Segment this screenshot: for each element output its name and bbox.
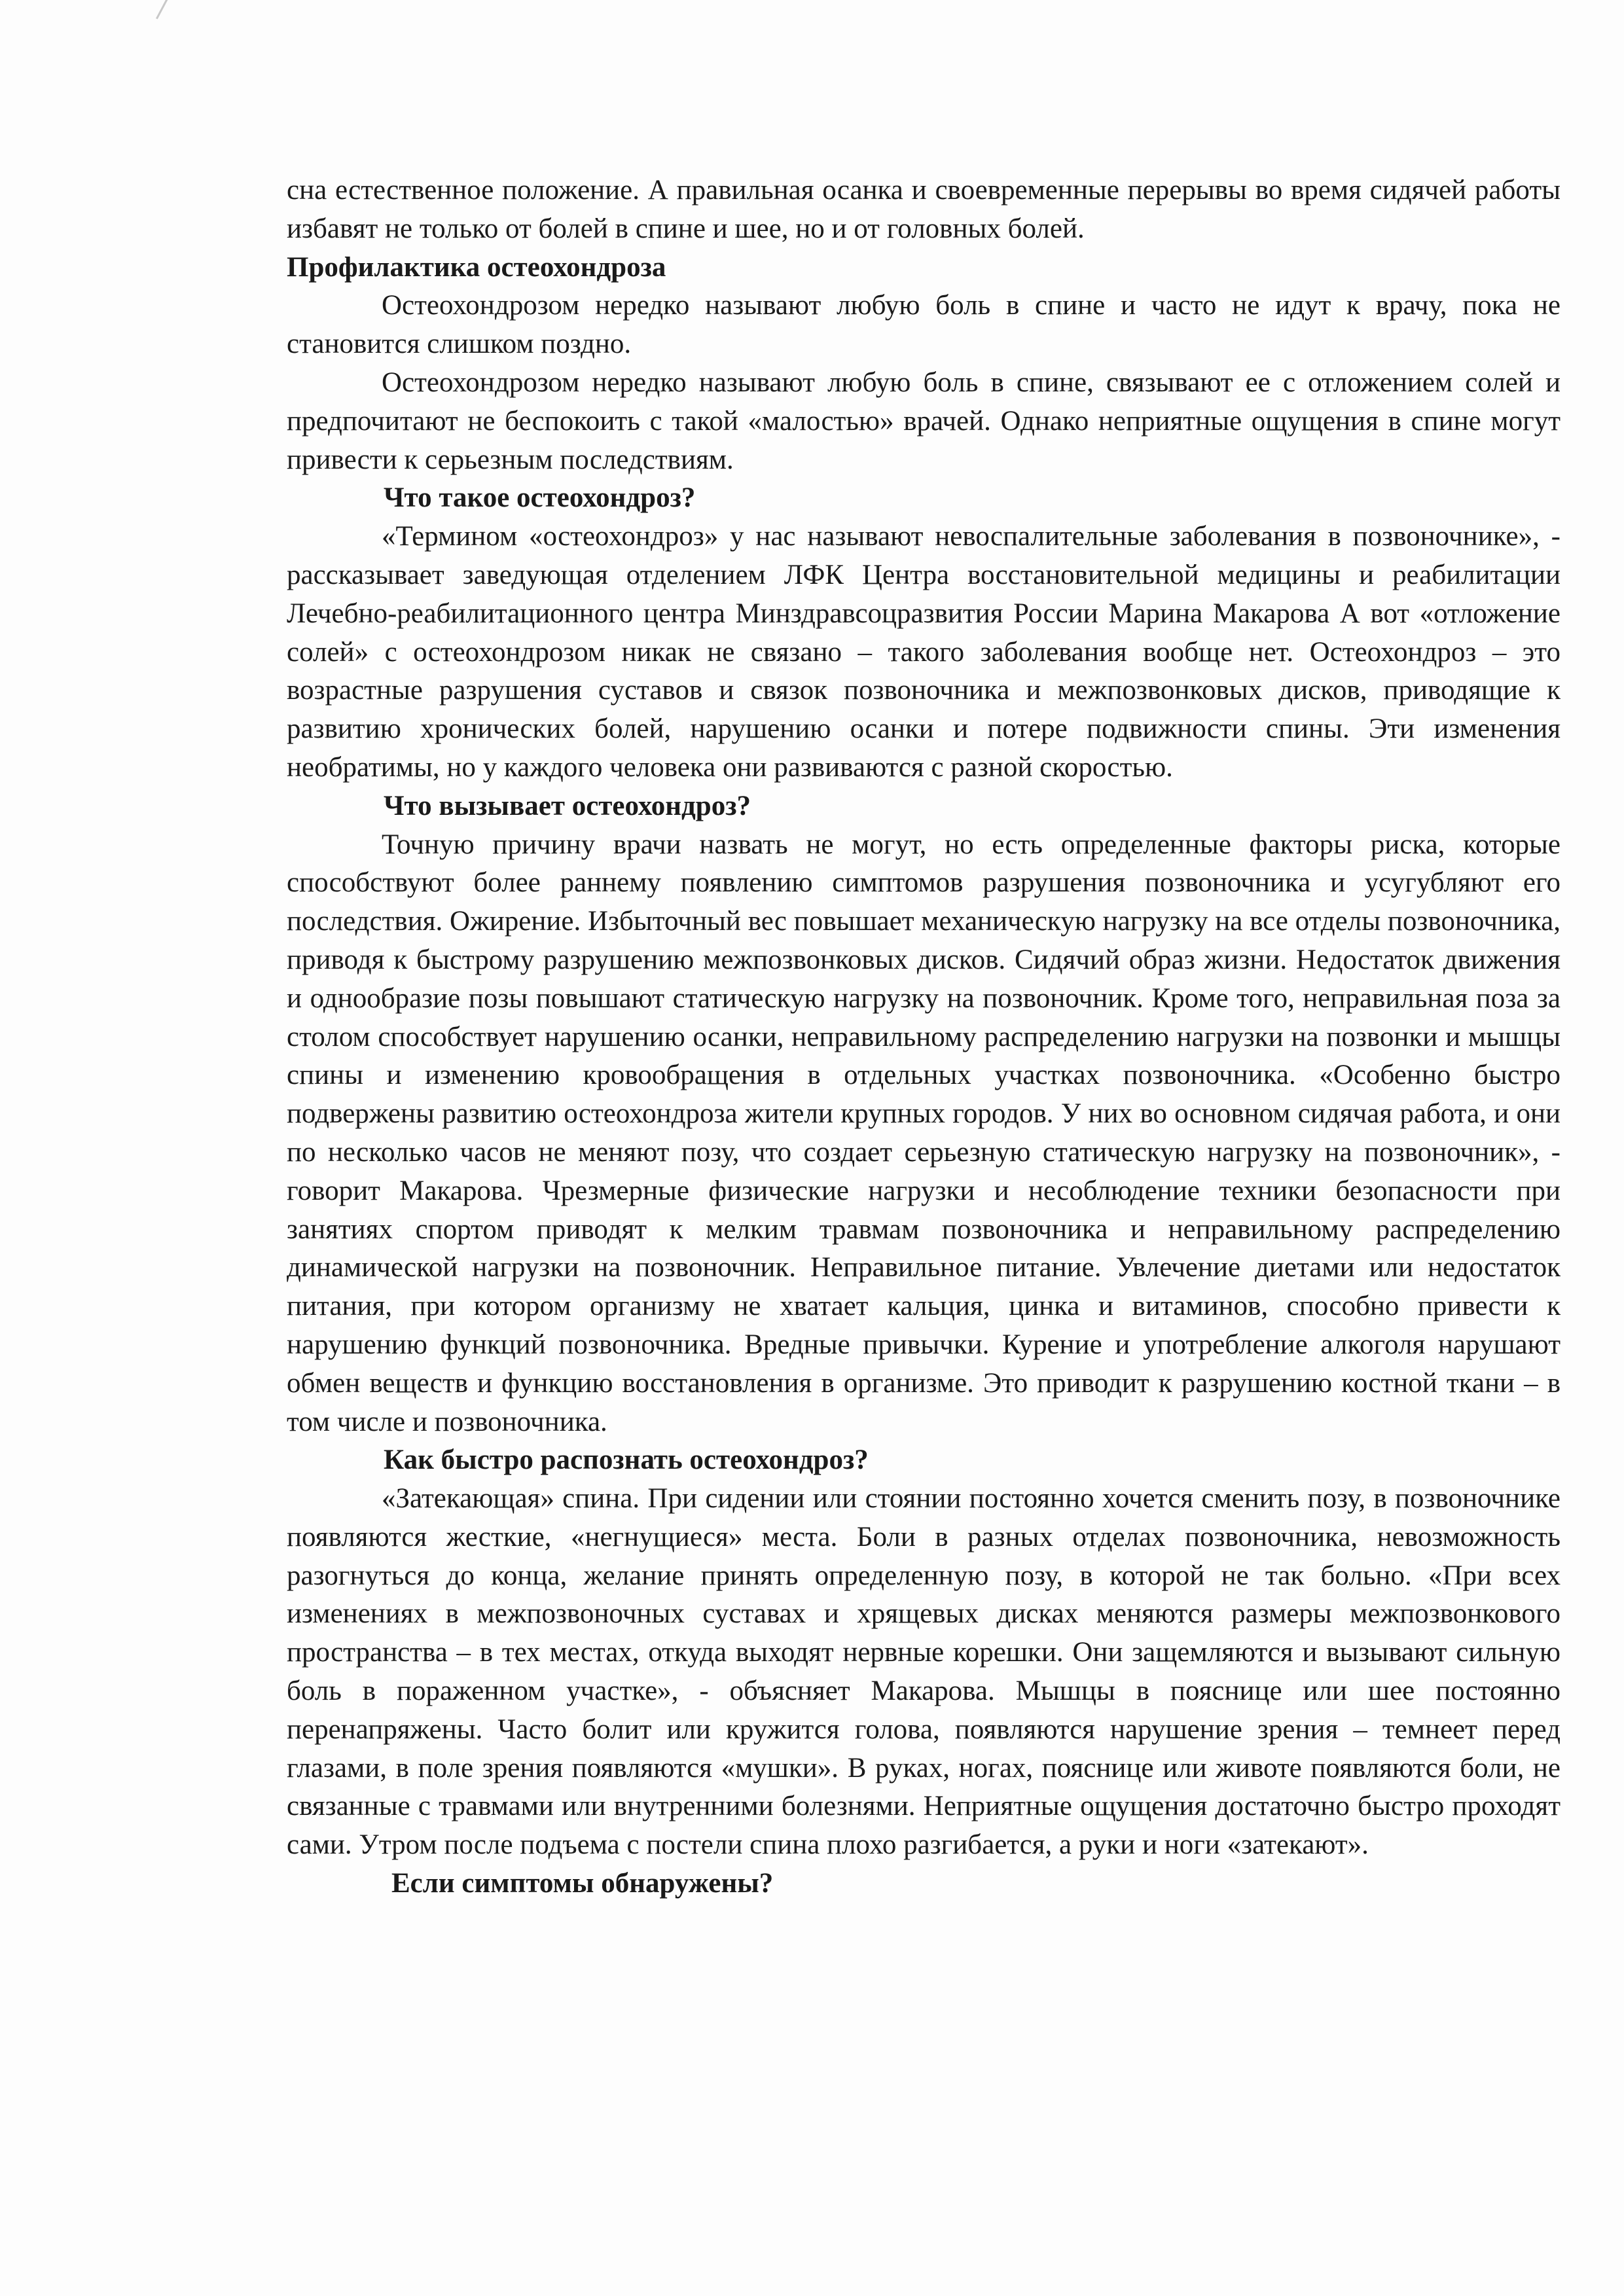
section-heading: Профилактика остеохондроза	[287, 251, 666, 283]
subheading-what-is: Что такое остеохондроз?	[384, 482, 696, 514]
subheading-recognize: Как быстро распознать остеохондроз?	[384, 1444, 869, 1476]
paragraph: Остеохондрозом нередко называют любую боль в спине, связывают ее с отложением солей и предпочитают не беспокоить с такой «малостью» врачей. Однако неприятные ощущения в спине могут привести к серьезным последствиям.	[287, 367, 1561, 475]
subheading-causes: Что вызывает остеохондроз?	[384, 790, 751, 821]
paragraph: «Затекающая» спина. При сидении или стоянии постоянно хочется сменить позу, в позвоночнике появляются жесткие, «негнущиеся» места. Боли в разных отделах позвоночника, невозможность разогнуться до конца, желание принять определенную позу, в которой не так больно. «При всех изменениях в межпозвоночных суставах и хрящевых дисках меняются размеры межпозвонкового пространства – в тех местах, откуда выходят нервные корешки. Они защемляются и вызывают сильную боль в пораженном участке», - объясняет Макарова. Мышцы в пояснице или шее постоянно перенапряжены. Часто болит или кружится голова, появляются нарушение зрения – темнеет перед глазами, в поле зрения появляются «мушки». В руках, ногах, пояснице или животе появляются боли, не связанные с травмами или внутренними болезнями. Неприятные ощущения достаточно быстро проходят сами. Утром после подъема с постели спина плохо разгибается, а руки и ноги «затекают».	[287, 1483, 1561, 1861]
subheading-symptoms-found: Если симптомы обнаружены?	[391, 1868, 774, 1899]
continuation-paragraph: сна естественное положение. А правильная осанка и своевременные перерывы во время сидячей работы избавят не только от болей в спине и шее, но и от головных болей.	[287, 175, 1561, 244]
document-body	[287, 171, 1561, 1903]
paragraph: Остеохондрозом нередко называют любую боль в спине и часто не идут к врачу, пока не становится слишком поздно.	[287, 290, 1561, 360]
paragraph: Точную причину врачи назвать не могут, но есть определенные факторы риска, которые способствуют более раннему появлению симптомов разрушения позвоночника и усугубляют его последствия. Ожирение. Избыточный вес повышает механическую нагрузку на все отделы позвоночника, приводя к быстрому разрушению межпозвонковых дисков. Сидячий образ жизни. Недостаток движения и однообразие позы повышают статическую нагрузку на позвоночник. Кроме того, неправильная поза за столом способствует нарушению осанки, неправильному распределению нагрузки на позвонки и мышцы спины и изменению кровообращения в отдельных участках позвоночника. «Особенно быстро подвержены развитию остеохондроза жители крупных городов. У них во основном сидячая работа, и они по несколько часов не меняют позу, что создает серьезную статическую нагрузку на позвоночник», - говорит Макарова. Чрезмерные физические нагрузки и несоблюдение техники безопасности при занятиях спортом приводят к мелким травмам позвоночника и неправильному распределению динамической нагрузки на позвоночник. Неправильное питание. Увлечение диетами или недостаток питания, при котором организму не хватает кальция, цинка и витаминов, способно привести к нарушению функций позвоночника. Вредные привычки. Курение и употребление алкоголя нарушают обмен веществ и функцию восстановления в организме. Это приводит к разрушению костной ткани – в том числе и позвоночника.	[287, 829, 1561, 1437]
paragraph: «Термином «остеохондроз» у нас называют невоспалительные заболевания в позвоночнике», - рассказывает заведующая отделением ЛФК Центра восстановительной медицины и реабилитации Лечебно-реабилитационного центра Минздравсоцразвития России Марина Макарова А вот «отложение солей» с остеохондрозом никак не связано – такого заболевания вообще нет. Остеохондроз – это возрастные разрушения суставов и связок позвоночника и межпозвонковых дисков, приводящие к развитию хронических болей, нарушению осанки и потере подвижности спины. Эти изменения необратимы, но у каждого человека они развиваются с разной скоростью.	[287, 521, 1561, 783]
scan-edge-mark	[156, 0, 194, 19]
